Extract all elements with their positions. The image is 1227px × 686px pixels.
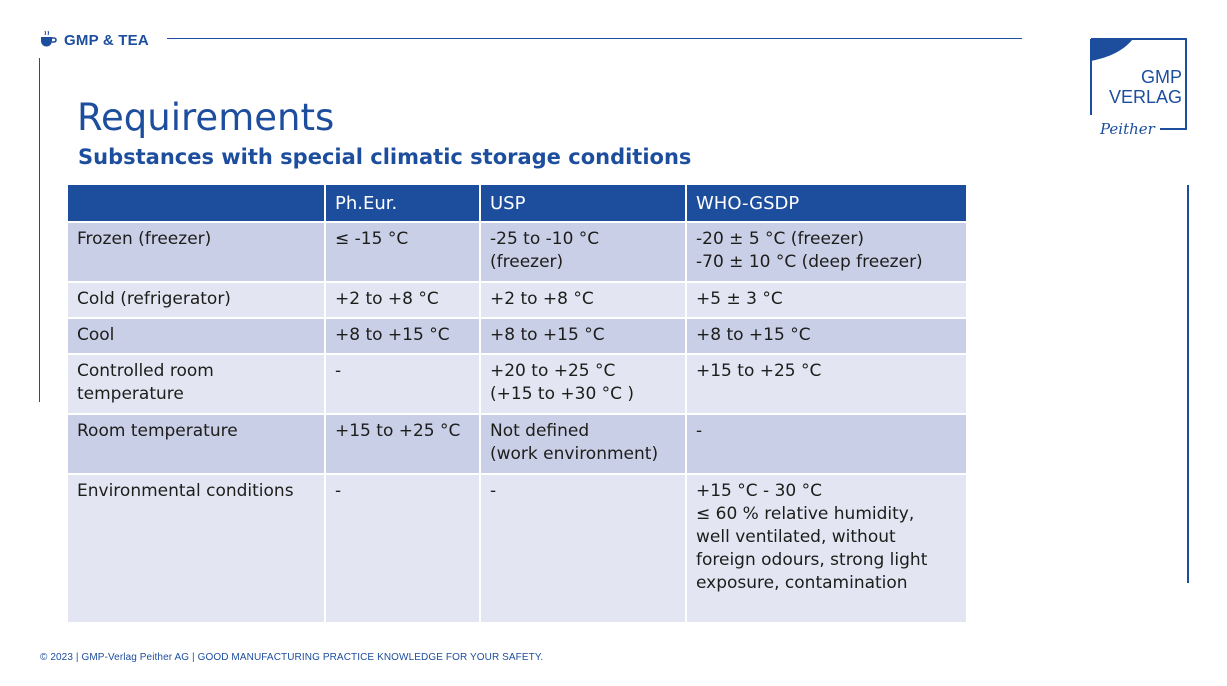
table-cell: +20 to +25 °C (+15 to +30 °C ) <box>480 354 686 414</box>
table-cell: +2 to +8 °C <box>480 282 686 318</box>
brand-name: GMP & TEA <box>64 31 149 49</box>
table-row <box>68 474 966 622</box>
gmp-verlag-logo <box>1088 37 1188 143</box>
table-cell: ≤ -15 °C <box>325 222 480 282</box>
svg-text:Peither: Peither <box>1100 120 1155 138</box>
table-cell: +15 to +25 °C <box>325 414 480 474</box>
table-cell: Not defined (work environment) <box>480 414 686 474</box>
right-rule <box>1187 185 1189 583</box>
table-cell: - <box>686 414 966 474</box>
footer-copyright: © 2023 | GMP-Verlag Peither AG | GOOD MANUFACTURING PRACTICE KNOWLEDGE FOR YOUR SAFETY. <box>40 652 544 663</box>
page-title: Requirements <box>77 96 335 139</box>
table-cell: Environmental conditions <box>68 474 325 622</box>
header-cell-who-gsdp: WHO-GSDP <box>686 185 966 222</box>
table-cell: Controlled room temperature <box>68 354 325 414</box>
table-row <box>68 354 966 414</box>
table-cell: +2 to +8 °C <box>325 282 480 318</box>
table-header-row <box>68 185 966 222</box>
header-rule <box>167 38 1022 39</box>
storage-conditions-table <box>68 185 966 622</box>
table-cell: - <box>480 474 686 622</box>
table-row <box>68 414 966 474</box>
table-cell: -20 ± 5 °C (freezer) -70 ± 10 °C (deep freezer) <box>686 222 966 282</box>
header-cell-usp: USP <box>480 185 686 222</box>
header-cell-category <box>68 185 325 222</box>
table-cell: +8 to +15 °C <box>480 318 686 354</box>
table-cell: Cold (refrigerator) <box>68 282 325 318</box>
table-row <box>68 318 966 354</box>
table-cell: +8 to +15 °C <box>686 318 966 354</box>
brand-header <box>38 30 149 50</box>
table-row <box>68 222 966 282</box>
teacup-icon <box>38 30 58 50</box>
table-cell: +8 to +15 °C <box>325 318 480 354</box>
left-rule <box>39 58 40 402</box>
table-cell: -25 to -10 °C (freezer) <box>480 222 686 282</box>
table-cell: Cool <box>68 318 325 354</box>
svg-text:VERLAG: VERLAG <box>1108 87 1182 107</box>
table-row <box>68 282 966 318</box>
table-cell: Room temperature <box>68 414 325 474</box>
table-cell: Frozen (freezer) <box>68 222 325 282</box>
table-cell: +15 to +25 °C <box>686 354 966 414</box>
table-cell: - <box>325 474 480 622</box>
table-cell: +5 ± 3 °C <box>686 282 966 318</box>
table-cell: +15 °C - 30 °C ≤ 60 % relative humidity, well ventilated, without foreign odours, strong light exposure, contamination <box>686 474 966 622</box>
page-subtitle: Substances with special climatic storage conditions <box>78 145 692 169</box>
header-cell-ph-eur: Ph.Eur. <box>325 185 480 222</box>
table-cell: - <box>325 354 480 414</box>
svg-text:GMP: GMP <box>1140 67 1182 87</box>
